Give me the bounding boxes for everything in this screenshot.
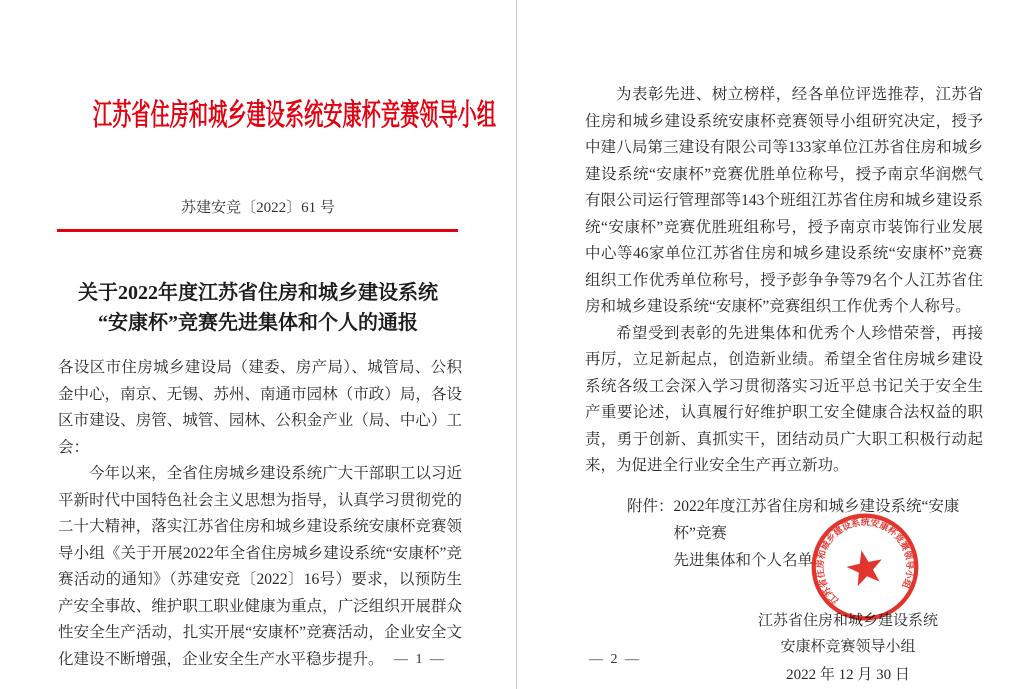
attachment-line2: 先进集体和个人名单 xyxy=(673,551,814,569)
signature-org-line2: 安康杯竞赛领导小组 xyxy=(780,638,916,655)
page2-body xyxy=(585,82,983,688)
red-divider-rule xyxy=(57,229,458,232)
document-title-line1: 关于2022年度江苏省住房和城乡建设系统 xyxy=(78,282,438,304)
attachment-line1: 2022年度江苏省住房和城乡建设系统“安康杯”竞赛 xyxy=(673,497,960,542)
recipients-text: 各设区市住房城乡建设局（建委、房产局）、城管局、公积金中心，南京、无锡、苏州、南通市园林（市政）局，各设区市建设、房管、城管、园林、公积金产业（局、中心）工会： xyxy=(58,359,462,456)
page1-body xyxy=(58,355,462,673)
page-2 xyxy=(517,0,1020,689)
document-title-line2: “安康杯”竞赛先进集体和个人的通报 xyxy=(98,312,418,334)
page1-number: — 1 — xyxy=(394,652,446,667)
page2-paragraph2: 希望受到表彰的先进集体和优秀个人珍惜荣誉，再接再厉，立足新起点，创造新业绩。希望全省住房城乡建设系统各级工会深入学习贯彻落实习近平总书记关于安全生产重要论述，认真履行好维护职工安全健康合法权益的职责，勇于创新、真抓实干，团结动员广大职工积极行动起来，为促进全行业安全生产再立新功。 xyxy=(585,324,983,474)
page-divider-line xyxy=(516,0,517,689)
page2-number: — 2 — xyxy=(589,652,641,667)
red-header-issuer-title: 江苏省住房和城乡建设系统安康杯竞赛领导小组 xyxy=(92,99,497,132)
page1-paragraph: 今年以来，全省住房城乡建设系统广大干部职工以习近平新时代中国特色社会主义思想为指导，认真学习贯彻党的二十大精神，落实江苏省住房和城乡建设系统安康杯竞赛领导小组《关于开展2022年全省住房城乡建设系统“安康杯”竞赛活动的通知》（苏建安竞〔2022〕16号）要求，以预防生产安全事故、维护职工职业健康为重点，广泛组织开展群众性安全生产活动，扎实开展“安康杯”竞赛活动，企业安全文化建设不断增强，企业安全生产水平稳步提升。 xyxy=(58,465,462,668)
attachment-label: 附件： xyxy=(627,497,674,515)
document-title xyxy=(20,278,496,338)
signature-block xyxy=(748,608,948,688)
signature-org-line1: 江苏省住房和城乡建设系统 xyxy=(757,612,938,629)
attachment-block xyxy=(585,493,983,574)
page2-paragraph1: 为表彰先进、树立榜样，经各单位评选推荐，江苏省住房和城乡建设系统安康杯竞赛领导小组研究决定，授予中建八局第三建设有限公司等133家单位江苏省住房和城乡建设系统“安康杯”竞赛优胜单位称号，授予南京华润燃气有限公司运行管理部等143个班组江苏省住房和城乡建设系统“安康杯”竞赛优胜班组称号，授予南京市装饰行业发展中心等46家单位江苏省住房和城乡建设系统“安康杯”竞赛组织工作优秀单位称号，授予彭争争等79名个人江苏省住房和城乡建设系统“安康杯”竞赛组织工作优秀个人称号。 xyxy=(585,86,983,315)
signature-date: 2022 年 12 月 30 日 xyxy=(786,666,910,683)
document-number: 苏建安竞〔2022〕61 号 xyxy=(181,200,335,216)
attachment-text xyxy=(674,493,983,574)
seal-circular-text: 江苏省住房和城乡建设系统安康杯竞赛领导小组 xyxy=(815,517,915,606)
